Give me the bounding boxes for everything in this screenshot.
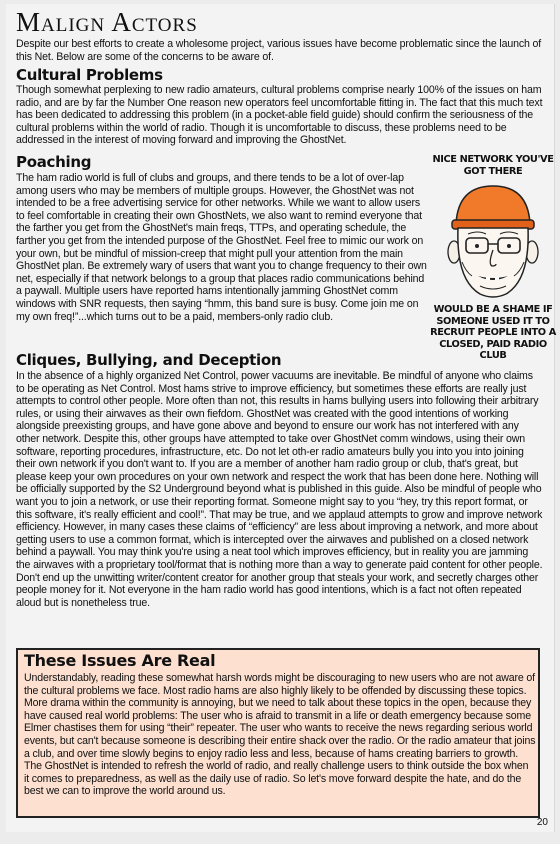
page [6, 4, 555, 832]
section-heading-cliques: Cliques, Bullying, and Deception [16, 351, 282, 369]
section-body-poaching: The ham radio world is full of clubs and groups, and there tends to be a lot of over-lap among users who may be members of multiple groups. However, the GhostNet was not intended to be a free advertising service for other networks. While we want to allow users to feel comfortable in creating their own GhostNets, we also want to remind everyone that the farther you get from the GhostNet's main freqs, TTPs, and operating schedule, the farther you get from the intended purpose of the GhostNet. Feel free to mimic our work on your own, but be mindful of mission-creep that might pull your attention from the main GhostNet plan. Be extremely wary of users that want you to change frequency to their own net, especially if that network belongs to a group that places radio communications behind a paywall. Multiple users have reported hams intentionally jamming GhostNet comm windows with SNR requests, then saying “hmm, this band sure is busy. Come join me on my own freq!”...which turns out to be a paid, members-only radio club. [16, 172, 427, 323]
section-heading-poaching: Poaching [16, 153, 92, 171]
page-number: 20 [536, 817, 548, 828]
callout-box [16, 648, 540, 818]
intro-paragraph: Despite our best efforts to create a wholesome project, various issues have become problematic since the launch of this Net. Below are some of the concerns to be aware of. [16, 38, 542, 63]
section-heading-real: These Issues Are Real [24, 651, 216, 670]
page-title: Malign Actors [16, 7, 198, 37]
meme-top-caption: NICE NETWORK YOU'VE GOT THERE [432, 154, 554, 177]
meme-image [430, 154, 556, 361]
section-body-cultural: Though somewhat perplexing to new radio amateurs, cultural problems comprise nearly 100% of the issues on ham radio, and are by far the Number One reason new operators feel uncomfortable fitting in. The fact that this much text has been dedicated to addressing this problem (in a pocket-able field guide) should confirm the seriousness of the cultural problems within the world of radio. Though it is uncomfortable to discuss, these problems need to be addressed in the interest of moving forward and improving the GhostNet. [16, 84, 543, 147]
section-heading-cultural: Cultural Problems [16, 66, 163, 84]
section-body-cliques: In the absence of a highly organized Net Control, power vacuums are inevitable. Be mindful of anyone who claims to be operating as Net Control. Most hams strive to improve efficiency, but sometimes these efforts are really just attempts to control other people. More often than not, this results in hams bullying users into following their arbitrary rules, or using their airwaves as their own fiefdom. GhostNet was created with the good intentions of working alongside preexisting groups, and have gone above and beyond to ensure our work has not interfered with any other network. Despite this, other groups have attempted to take over GhostNet comm windows, using their own software, reporting procedures, infrastructure, etc. Do not let oth-er radio amateurs bully you into you into joining their own network if you don't want to. If you are a member of another ham radio group or club, that's great, but please keep your own procedures on your own network and respect the work that has been done here. Nothing will be officially supported by the S2 Underground beyond what is published in this guide. Also be mindful of people who want you to join a network, or use their reporting format. Someone might say to you “hey, try this report format, or this software, it's really efficient and cool!”. That may be true, and we applaud attempts to grow and improve network efficiency. However, in many cases these claims of “efficiency” are less about improving a network, and more about getting users to use a common format, which is intercepted over the airwaves and published on a closed network behind a paywall. You may think you're using a neat tool which improves efficiency, but in reality you are jamming the airwaves with a proprietary tool/format that is nothing more than a way to generate paid content for other people. Don't end up the unwitting writer/content creator for another group that steals your work, and secretly charges other people money for it. Not everyone in the ham radio world has good intentions, which is a fact not often repeated aloud but is nonetheless true. [16, 370, 543, 609]
meme-bottom-caption: WOULD BE A SHAME IF SOMEONE USED IT TO RECRUIT PEOPLE INTO A CLOSED, PAID RADIO CLUB [430, 304, 556, 361]
section-body-real: Understandably, reading these somewhat harsh words might be discouraging to new users who are not aware of the cultural problems we face. Most radio hams are also highly likely to be offended by discussing these topics. More drama within the community is annoying, but we need to talk about these topics in the open, because they have caused real world problems: The user who is afraid to transmit in a life or death emergency because some Elmer chastises them for using “their” repeater. The user who wants to receive the news regarding serious world events, but can't because someone is describing their entire shack over the radio. Or the radio amateur that joins a club, and over time slowly begins to enjoy radio less and less, because of hams creating barriers to growth. The GhostNet is intended to refresh the world of radio, and really challenge users to think outside the box when it comes to preparedness, as well as the daily use of radio. So let's move forward despite the hate, and do the best we can to improve the world around us. [24, 672, 536, 798]
old-man-face-icon [438, 180, 548, 304]
